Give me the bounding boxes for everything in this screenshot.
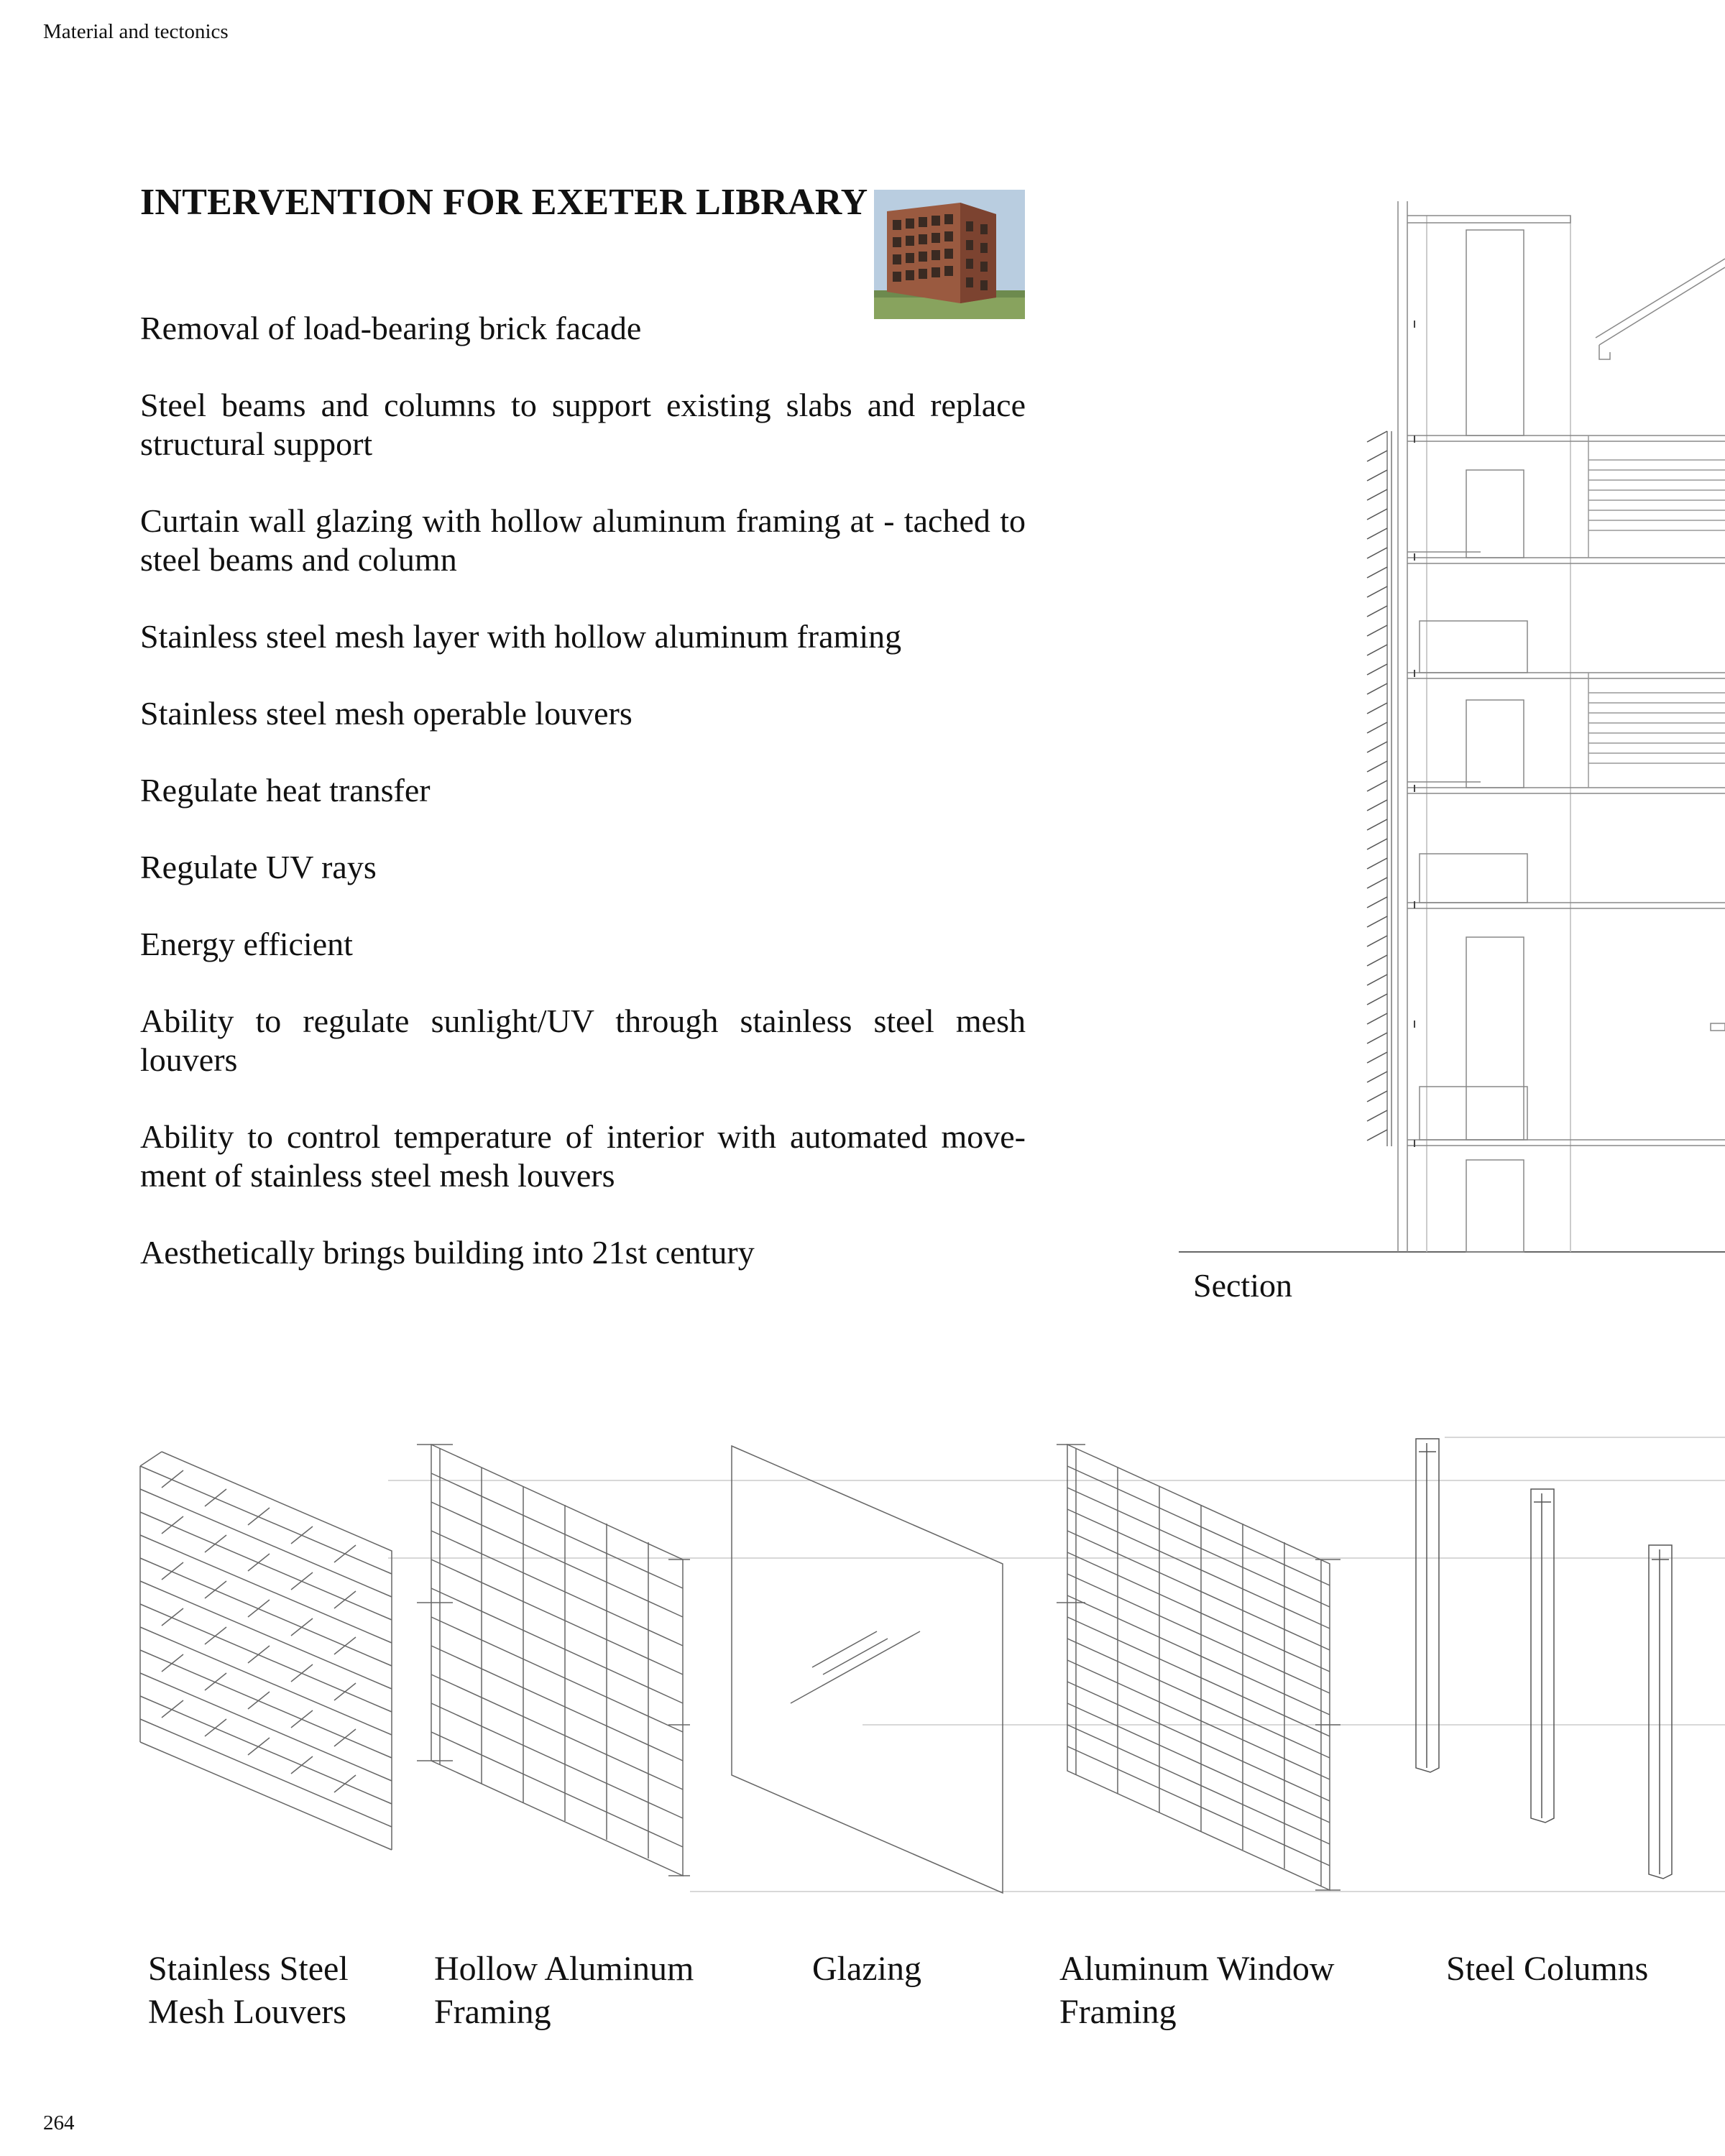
caption-steel-columns: Steel Columns: [1446, 1950, 1649, 1988]
intervention-points: [140, 309, 1026, 1310]
point-8: Energy efficient: [140, 926, 353, 962]
point-9: Ability to regulate sunlight/UV through stainless steel mesh louvers: [140, 1003, 1026, 1078]
exploded-axonometric: [0, 1423, 1725, 1912]
point-2: Steel beams and columns to support existing slabs and replace structural support: [140, 387, 1026, 462]
glazing-drawing: [732, 1446, 1003, 1893]
caption-mesh-louvers: Stainless Steel Mesh Louvers: [148, 1950, 349, 2031]
page-title: INTERVENTION FOR EXETER LIBRARY: [140, 182, 868, 223]
section-drawing: [1179, 194, 1725, 1258]
point-3: Curtain wall glazing with hollow aluminum framing at - tached to steel beams and column: [140, 502, 1026, 578]
caption-aluminum-window-framing: Aluminum Window Framing: [1059, 1950, 1335, 2031]
point-6: Regulate heat transfer: [140, 772, 431, 808]
exeter-library-photo: [874, 190, 1025, 319]
hollow-aluminum-framing-drawing: [417, 1445, 690, 1876]
point-4: Stainless steel mesh layer with hollow aluminum framing: [140, 618, 902, 655]
mesh-louvers-drawing: [140, 1452, 392, 1850]
running-header: Material and tectonics: [43, 20, 229, 43]
aluminum-window-framing-drawing: [1057, 1445, 1340, 1890]
point-7: Regulate UV rays: [140, 849, 377, 885]
section-caption: Section: [1193, 1267, 1292, 1304]
caption-glazing: Glazing: [812, 1950, 921, 1988]
point-1: Removal of load-bearing brick facade: [140, 310, 642, 346]
point-10: Ability to control temperature of interior with automated move- ment of stainless steel mesh louvers: [140, 1118, 1026, 1194]
page-number: 264: [43, 2111, 75, 2134]
steel-columns-drawing: [1416, 1439, 1672, 1879]
caption-hollow-aluminum-framing: Hollow Aluminum Framing: [434, 1950, 694, 2031]
point-11: Aesthetically brings building into 21st century: [140, 1234, 755, 1271]
point-5: Stainless steel mesh operable louvers: [140, 695, 632, 732]
